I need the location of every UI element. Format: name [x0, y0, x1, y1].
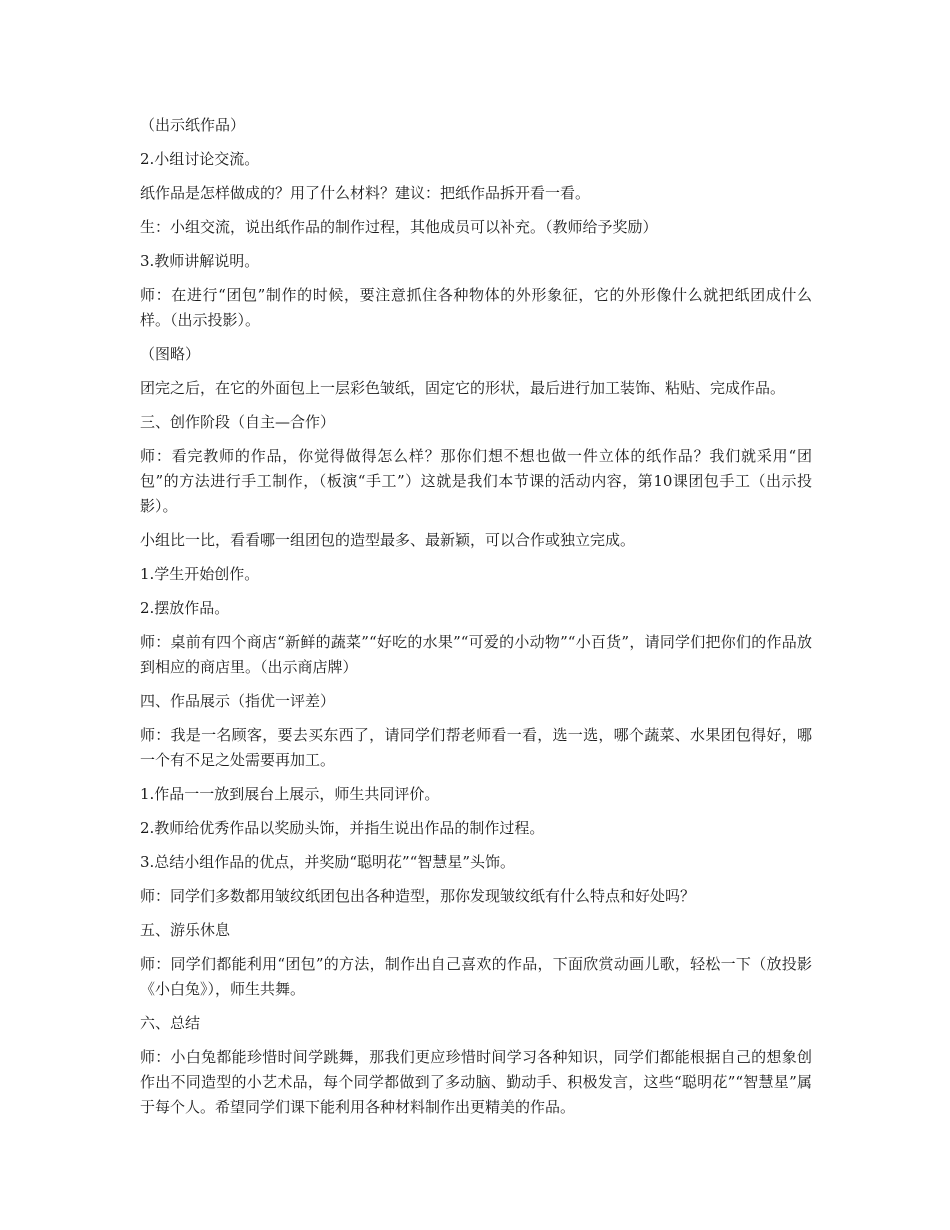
- paragraph-figure-omitted: （图略）: [140, 345, 201, 363]
- paragraph-dance-break: 师：同学们都能利用“团包”的方法，制作出自己喜欢的作品，下面欣赏动画儿歌，轻松一下（放投影《小白兔》），师生共舞。: [140, 955, 812, 998]
- section-heading-exhibition: 四、作品展示（指优一评差）: [140, 692, 336, 710]
- paragraph-final-summary: 师：小白兔都能珍惜时间学跳舞，那我们更应珍惜时间学习各种知识，同学们都能根据自己的想象创作出不同造型的小艺术品，每个同学都做到了多动脑、勤动手、积极发言，这些“聪明花”“智慧星”属于每个人。希望同学们课下能利用各种材料制作出更精美的作品。: [140, 1048, 812, 1116]
- section-heading-summary: 六、总结: [140, 1014, 201, 1032]
- paragraph-show-paper-work: （出示纸作品）: [140, 116, 246, 134]
- section-heading-creation: 三、创作阶段（自主—合作）: [140, 413, 336, 431]
- paragraph-place-works: 2.摆放作品。: [140, 599, 230, 617]
- paragraph-teacher-intro-activity: 师：看完教师的作品，你觉得做得怎么样？那你们想不想也做一件立体的纸作品？我们就采用“团包”的方法进行手工制作，（板演“手工”）这就是我们本节课的活动内容，第10课团包手工（出示投影）。: [140, 447, 812, 515]
- paragraph-summarize-group: 3.总结小组作品的优点，并奖励“聪明花”“智慧星”头饰。: [140, 853, 515, 871]
- paragraph-teacher-customer: 师：我是一名顾客，要去买东西了，请同学们帮老师看一看，选一选，哪个蔬菜、水果团包得好，哪一个有不足之处需要再加工。: [140, 726, 812, 769]
- paragraph-teacher-tuanbao-tips: 师：在进行“团包”制作的时候，要注意抓住各种物体的外形象征，它的外形像什么就把纸团成什么样。（出示投影）。: [140, 286, 812, 329]
- paragraph-teacher-explains: 3.教师讲解说明。: [140, 252, 260, 270]
- paragraph-reward-headwear: 2.教师给优秀作品以奖励头饰，并指生说出作品的制作过程。: [140, 819, 545, 837]
- paragraph-four-shops: 师：桌前有四个商店“新鲜的蔬菜”“好吃的水果”“可爱的小动物”“小百货”，请同学们把你们的作品放到相应的商店里。（出示商店牌）: [140, 633, 812, 676]
- paragraph-students-start: 1.学生开始创作。: [140, 565, 260, 583]
- paragraph-exhibit-evaluate: 1.作品一一放到展台上展示，师生共同评价。: [140, 785, 440, 803]
- paragraph-wrap-crepe-paper: 团完之后，在它的外面包上一层彩色皱纸，固定它的形状，最后进行加工装饰、粘贴、完成作品。: [140, 379, 786, 397]
- document-page: [140, 113, 812, 1129]
- paragraph-how-made: 纸作品是怎样做成的？用了什么材料？建议：把纸作品拆开看一看。: [140, 184, 591, 202]
- paragraph-group-compete: 小组比一比，看看哪一组团包的造型最多、最新颖，可以合作或独立完成。: [140, 531, 636, 549]
- section-heading-break: 五、游乐休息: [140, 921, 231, 939]
- paragraph-group-discussion: 2.小组讨论交流。: [140, 150, 260, 168]
- paragraph-student-exchange: 生：小组交流，说出纸作品的制作过程，其他成员可以补充。（教师给予奖励）: [140, 218, 658, 236]
- paragraph-crepe-paper-question: 师：同学们多数都用皱纹纸团包出各种造型，那你发现皱纹纸有什么特点和好处吗？: [140, 887, 696, 905]
